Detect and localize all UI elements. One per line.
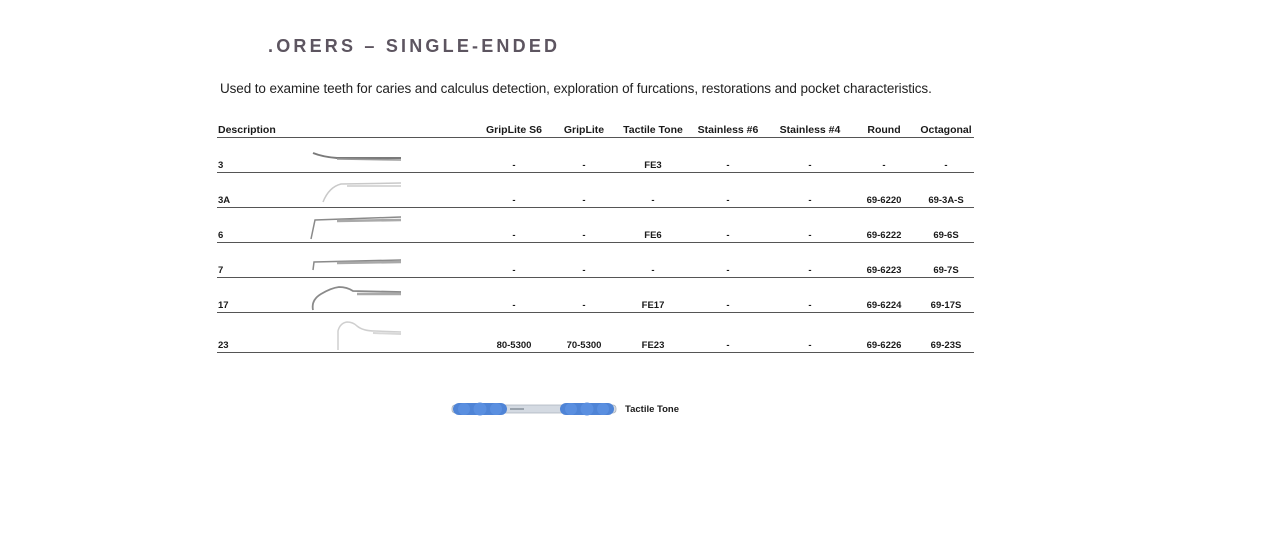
row-octagonal: 69-6S (933, 230, 959, 241)
row-round: 69-6223 (866, 265, 902, 276)
handle-label: Tactile Tone (625, 404, 680, 415)
table-row (217, 243, 974, 278)
row-griplite-s6: - (512, 265, 516, 276)
header-griplite: GripLite (563, 124, 605, 136)
row-tactile-tone: - (651, 265, 655, 276)
row-octagonal: - (944, 160, 948, 171)
row-stainless-4: - (808, 300, 812, 311)
explorer-tip-image (307, 243, 407, 277)
row-round: 69-6220 (866, 195, 902, 206)
row-stainless-4: - (808, 195, 812, 206)
row-tactile-tone: - (651, 195, 655, 206)
row-griplite-s6: - (512, 230, 516, 241)
row-stainless-6: - (726, 160, 730, 171)
row-tactile-tone: FE23 (641, 340, 665, 351)
row-stainless-6: - (726, 340, 730, 351)
row-round: 69-6222 (866, 230, 902, 241)
row-tactile-tone: FE3 (644, 160, 662, 171)
header-stainless-6: Stainless #6 (697, 124, 759, 136)
table-row (217, 278, 974, 313)
row-griplite: - (582, 265, 586, 276)
table-row (217, 208, 974, 243)
row-griplite-s6: - (512, 195, 516, 206)
row-description: 23 (218, 340, 229, 351)
row-tactile-tone: FE6 (644, 230, 662, 241)
table-header (217, 122, 974, 138)
header-octagonal: Octagonal (920, 124, 972, 136)
header-stainless-4: Stainless #4 (779, 124, 841, 136)
table-row (217, 313, 974, 353)
row-stainless-6: - (726, 195, 730, 206)
row-stainless-4: - (808, 230, 812, 241)
row-octagonal: 69-7S (933, 265, 959, 276)
row-round: 69-6224 (866, 300, 902, 311)
row-description: 7 (218, 265, 224, 276)
row-octagonal: 69-17S (930, 300, 962, 311)
tactile-tone-handle-image (450, 398, 620, 420)
table-row (217, 138, 974, 173)
row-griplite: - (582, 195, 586, 206)
explorer-tip-image (307, 278, 407, 312)
row-stainless-4: - (808, 160, 812, 171)
explorer-tip-image (307, 138, 407, 172)
row-stainless-4: - (808, 265, 812, 276)
row-stainless-4: - (808, 340, 812, 351)
row-octagonal: 69-23S (930, 340, 962, 351)
row-griplite: - (582, 230, 586, 241)
row-griplite-s6: - (512, 300, 516, 311)
table-row (217, 173, 974, 208)
row-stainless-6: - (726, 300, 730, 311)
row-description: 17 (218, 300, 229, 311)
row-stainless-6: - (726, 230, 730, 241)
explorer-tip-image (307, 173, 407, 207)
header-description: Description (218, 124, 276, 136)
row-stainless-6: - (726, 265, 730, 276)
row-griplite-s6: 80-5300 (496, 340, 532, 351)
row-description: 6 (218, 230, 224, 241)
page-title: .ORERS – SINGLE-ENDED (268, 36, 561, 56)
row-round: - (882, 160, 886, 171)
row-description: 3A (218, 195, 231, 206)
row-round: 69-6226 (866, 340, 902, 351)
intro-text: Used to examine teeth for caries and calculus detection, exploration of furcations, restorations and pocket characteristics. (220, 81, 932, 96)
header-tactile-tone: Tactile Tone (623, 124, 683, 136)
row-griplite: 70-5300 (566, 340, 602, 351)
row-tactile-tone: FE17 (641, 300, 665, 311)
row-description: 3 (218, 160, 224, 171)
header-griplite-s6: GripLite S6 (485, 124, 543, 136)
product-table (217, 122, 974, 353)
explorer-tip-image (307, 313, 407, 352)
row-octagonal: 69-3A-S (928, 195, 964, 206)
row-griplite-s6: - (512, 160, 516, 171)
row-griplite: - (582, 300, 586, 311)
header-round: Round (867, 124, 901, 136)
row-griplite: - (582, 160, 586, 171)
explorer-tip-image (307, 208, 407, 242)
